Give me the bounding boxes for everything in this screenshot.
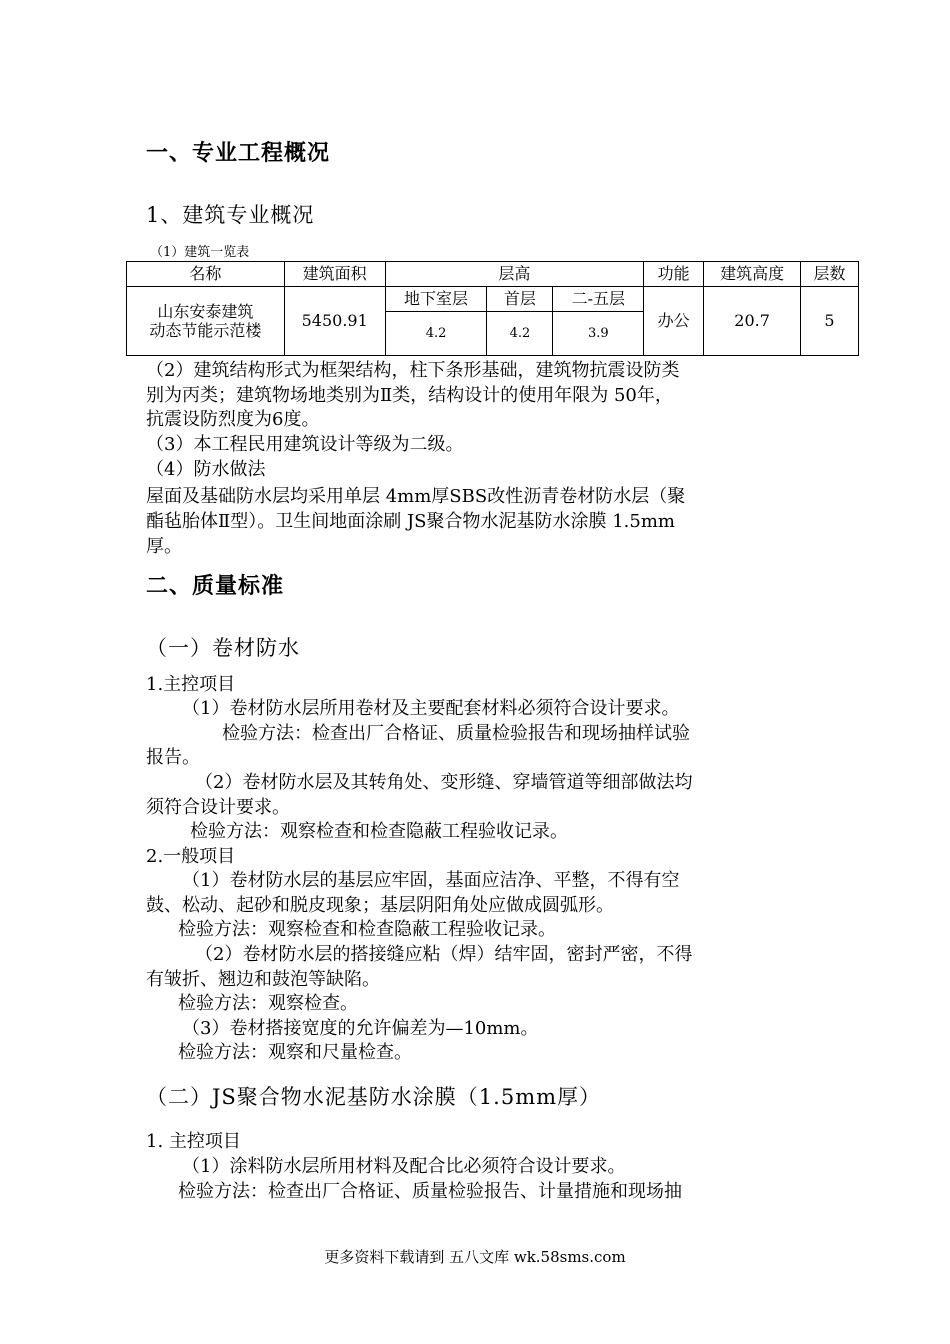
paragraph-waterproof-l3: 厚。 [146,536,182,557]
header-area: 建筑面积 [284,262,385,287]
subsection-title-membrane: （一）卷材防水 [146,636,300,660]
coating-main-title: 1. 主控项目 [146,1131,241,1152]
header-name: 名称 [127,262,285,287]
membrane-item1-check-l1: 检验方法：检查出厂合格证、质量检验报告和现场抽样试验 [222,723,690,744]
membrane-item1: （1）卷材防水层所用卷材及主要配套材料必须符合设计要求。 [182,698,680,719]
value-upper-floors: 3.9 [553,312,644,356]
header-function: 功能 [644,262,704,287]
paragraph-structure-l3: 抗震设防烈度为6度。 [146,409,320,430]
cell-building-height: 20.7 [704,287,801,356]
footer-download-link[interactable]: 更多资料下载请到 五八文库 wk.58sms.com [324,1248,626,1266]
section-title-overview: 一、专业工程概况 [146,141,331,166]
cell-floor-count: 5 [801,287,859,356]
membrane-general1-check: 检验方法：观察检查和检查隐蔽工程验收记录。 [178,919,556,940]
coating-item1-check: 检验方法：检查出厂合格证、质量检验报告、计量措施和现场抽 [178,1181,682,1202]
value-basement: 4.2 [385,312,487,356]
membrane-main-title: 1.主控项目 [146,674,236,695]
subheader-basement: 地下室层 [385,287,487,312]
membrane-item2-l2: 须符合设计要求。 [146,797,290,818]
membrane-general-title: 2.一般项目 [146,846,236,867]
membrane-general3-check: 检验方法：观察和尺量检查。 [178,1042,412,1063]
cell-building-name [127,287,285,356]
coating-item1: （1）涂料防水层所用材料及配合比必须符合设计要求。 [182,1156,626,1177]
building-name-line2: 动态节能示范楼 [149,321,262,340]
cell-function: 办公 [644,287,704,356]
header-floor-height: 层高 [385,262,644,287]
membrane-general2-check: 检验方法：观察检查。 [178,993,358,1014]
subsection-title-coating: （二）JS聚合物水泥基防水涂膜（1.5mm厚） [146,1085,602,1109]
membrane-general3: （3）卷材搭接宽度的允许偏差为—10mm。 [182,1018,539,1039]
subheader-upper-floors: 二-五层 [553,287,644,312]
membrane-general2-l2: 有皱折、翘边和鼓泡等缺陷。 [146,969,380,990]
paragraph-design-grade: （3）本工程民用建筑设计等级为二级。 [146,434,464,455]
paragraph-structure-l2: 别为丙类；建筑物场地类别为Ⅱ类，结构设计的使用年限为 50年， [146,385,673,406]
header-floor-count: 层数 [801,262,859,287]
paragraph-waterproof-l1: 屋面及基础防水层均采用单层 4mm厚SBS改性沥青卷材防水层（聚 [146,486,686,507]
membrane-item1-check-l2: 报告。 [146,747,200,768]
building-table [126,261,859,356]
subsection-title-architecture: 1、建筑专业概况 [146,203,315,227]
paragraph-structure-l1: （2）建筑结构形式为框架结构，柱下条形基础，建筑物抗震设防类 [146,360,680,381]
section-title-quality: 二、质量标准 [146,574,285,599]
membrane-item2-l1: （2）卷材防水层及其转角处、变形缝、穿墙管道等细部做法均 [195,772,693,793]
membrane-item2-check: 检验方法：观察检查和检查隐蔽工程验收记录。 [190,821,568,842]
paragraph-waterproof-title: （4）防水做法 [146,459,266,480]
paragraph-waterproof-l2: 酯毡胎体Ⅱ型）。卫生间地面涂刷 JS聚合物水泥基防水涂膜 1.5mm [146,511,675,532]
header-building-height: 建筑高度 [704,262,801,287]
membrane-general1-l1: （1）卷材防水层的基层应牢固，基面应洁净、平整，不得有空 [182,870,680,891]
value-first-floor: 4.2 [487,312,553,356]
membrane-general2-l1: （2）卷材防水层的搭接缝应粘（焊）结牢固，密封严密，不得 [195,944,693,965]
cell-area: 5450.91 [284,287,385,356]
subheader-first-floor: 首层 [487,287,553,312]
membrane-general1-l2: 鼓、松动、起砂和脱皮现象；基层阴阳角处应做成圆弧形。 [146,895,614,916]
building-name-line1: 山东安泰建筑 [157,301,254,321]
table-caption: （1）建筑一览表 [150,245,250,260]
